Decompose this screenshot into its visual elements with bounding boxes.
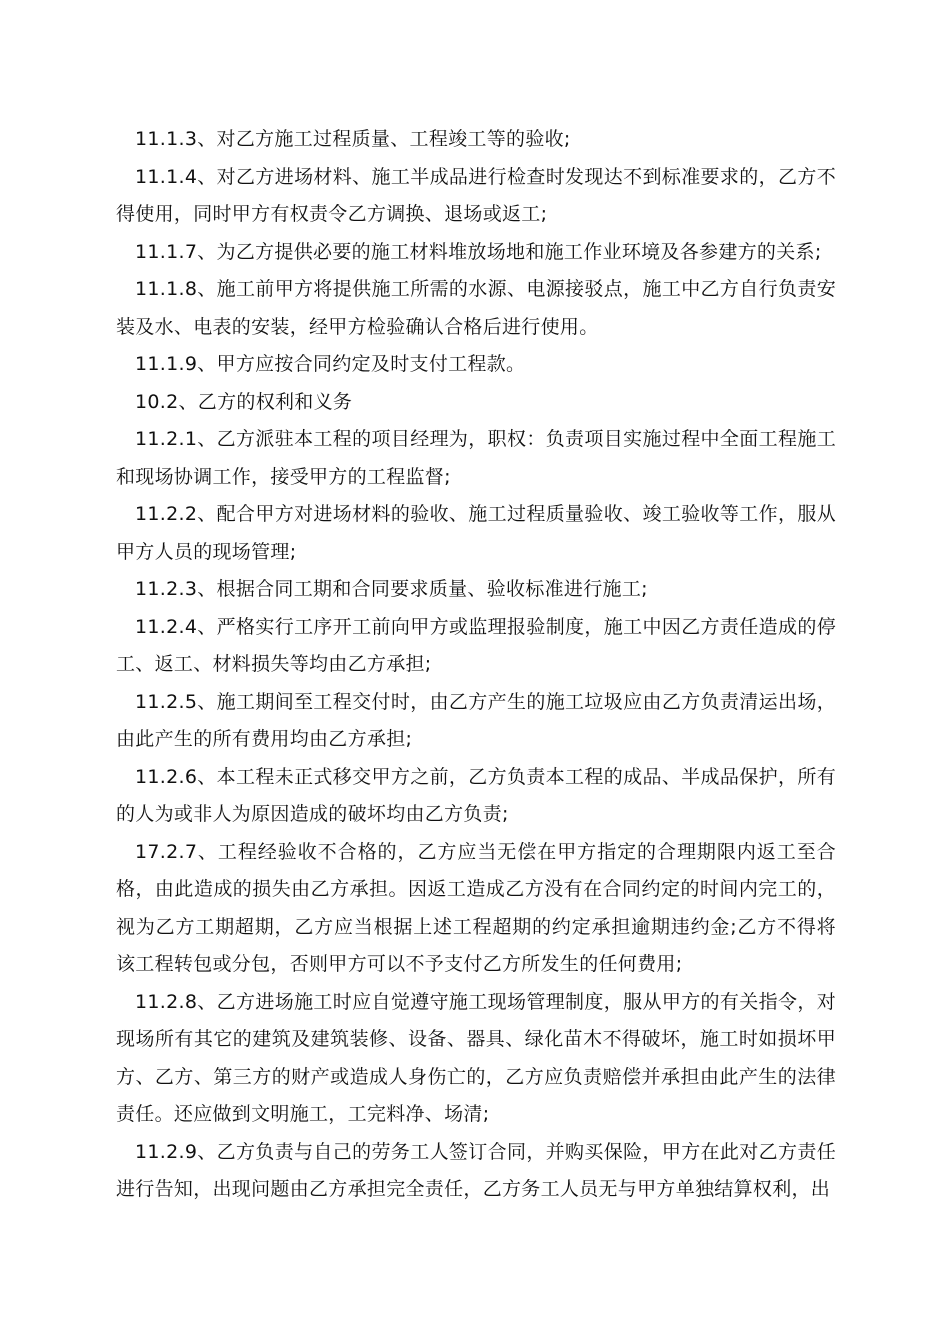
clause-11-2-2: 11.2.2、配合甲方对进场材料的验收、施工过程质量验收、竣工验收等工作，服从甲方人员的现场管理; [116,503,836,563]
section-heading-10-2: 10.2、乙方的权利和义务 [135,390,353,413]
clause-11-1-8: 11.1.8、施工前甲方将提供施工所需的水源、电源接驳点，施工中乙方自行负责安装及水、电表的安装，经甲方检验确认合格后进行使用。 [116,278,836,338]
clause-17-2-7: 17.2.7、工程经验收不合格的，乙方应当无偿在甲方指定的合理期限内返工至合格，由此造成的损失由乙方承担。因返工造成乙方没有在合同约定的时间内完工的，视为乙方工期超期，乙方应当根据上述工程超期的约定承担逾期违约金;乙方不得将该工程转包或分包，否则甲方可以不予支付乙方所发生的任何费用; [116,840,836,975]
clause-11-2-4: 11.2.4、严格实行工序开工前向甲方或监理报验制度，施工中因乙方责任造成的停工、返工、材料损失等均由乙方承担; [116,615,836,675]
clause-11-1-3: 11.1.3、对乙方施工过程质量、工程竣工等的验收; [135,128,571,150]
clause-11-2-3: 11.2.3、根据合同工期和合同要求质量、验收标准进行施工; [135,578,648,600]
clause-11-1-4: 11.1.4、对乙方进场材料、施工半成品进行检查时发现达不到标准要求的，乙方不得使用，同时甲方有权责令乙方调换、退场或返工; [116,165,836,225]
clause-11-1-7: 11.1.7、为乙方提供必要的施工材料堆放场地和施工作业环境及各参建方的关系; [135,240,822,263]
clause-11-2-1: 11.2.1、乙方派驻本工程的项目经理为，职权：负责项目实施过程中全面工程施工和现场协调工作，接受甲方的工程监督; [116,428,836,488]
clause-11-2-8: 11.2.8、乙方进场施工时应自觉遵守施工现场管理制度，服从甲方的有关指令，对现场所有其它的建筑及建筑装修、设备、器具、绿化苗木不得破坏，施工时如损坏甲方、乙方、第三方的财产或造成人身伤亡的，乙方应负责赔偿并承担由此产生的法律责任。还应做到文明施工，工完料净、场清; [116,990,836,1125]
clause-11-2-6: 11.2.6、本工程未正式移交甲方之前，乙方负责本工程的成品、半成品保护，所有的人为或非人为原因造成的破坏均由乙方负责; [116,765,836,825]
clause-11-1-9: 11.1.9、甲方应按合同约定及时支付工程款。 [135,353,526,375]
document-body [116,121,836,1209]
clause-11-2-9: 11.2.9、乙方负责与自己的劳务工人签订合同，并购买保险，甲方在此对乙方责任进行告知，出现问题由乙方承担完全责任，乙方务工人员无与甲方单独结算权利，出 [116,1140,836,1200]
clause-11-2-5: 11.2.5、施工期间至工程交付时，由乙方产生的施工垃圾应由乙方负责清运出场，由此产生的所有费用均由乙方承担; [116,690,836,750]
